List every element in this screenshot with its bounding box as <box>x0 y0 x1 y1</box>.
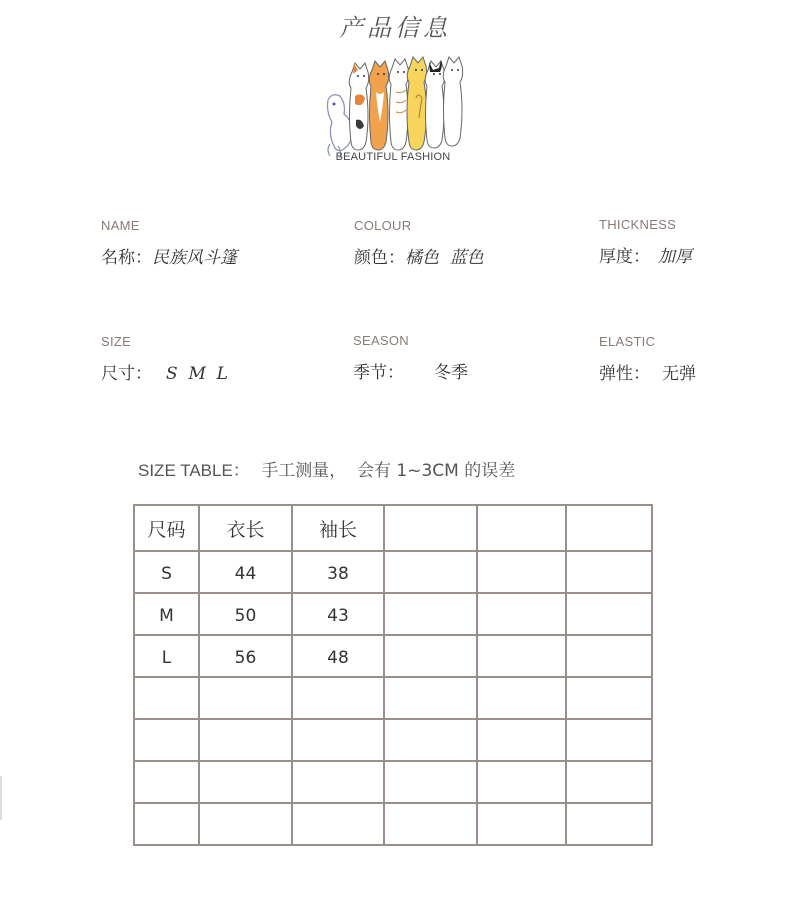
table-row <box>134 761 652 803</box>
table-cell: M <box>134 593 199 635</box>
table-row <box>134 677 652 719</box>
attr-colour-label: 颜色： <box>354 248 405 268</box>
table-cell: 袖长 <box>292 505 384 551</box>
attr-elastic-en: ELASTIC <box>599 334 656 349</box>
table-cell <box>199 677 292 719</box>
table-cell <box>292 719 384 761</box>
attr-size-label: 尺寸： <box>101 364 152 384</box>
attr-name-label: 名称： <box>101 248 152 268</box>
attr-size-en: SIZE <box>101 334 132 349</box>
table-cell <box>292 761 384 803</box>
attr-elastic <box>599 334 696 384</box>
table-cell <box>477 677 566 719</box>
table-cell <box>477 719 566 761</box>
table-row <box>134 719 652 761</box>
table-cell: 44 <box>199 551 292 593</box>
table-cell: 43 <box>292 593 384 635</box>
table-cell <box>477 593 566 635</box>
table-cell <box>566 551 652 593</box>
table-cell <box>566 719 652 761</box>
table-cell: 50 <box>199 593 292 635</box>
table-cell <box>477 803 566 845</box>
attr-thickness <box>599 217 692 267</box>
table-cell <box>199 719 292 761</box>
table-cell: 尺码 <box>134 505 199 551</box>
size-table-disclaimer: 手工测量， 会有 1~3CM 的误差 <box>261 461 516 481</box>
attr-colour <box>354 218 484 268</box>
attr-size <box>101 334 228 384</box>
table-cell <box>134 719 199 761</box>
size-table <box>133 504 653 846</box>
attr-name <box>101 218 237 268</box>
attr-elastic-label: 弹性： <box>599 364 650 384</box>
table-cell <box>384 677 477 719</box>
attr-thickness-label: 厚度： <box>599 247 650 267</box>
table-row <box>134 803 652 845</box>
attr-colour-value: 橘色 蓝色 <box>405 248 484 268</box>
table-cell: 56 <box>199 635 292 677</box>
table-cell <box>134 803 199 845</box>
table-row <box>134 551 652 593</box>
attr-name-en: NAME <box>101 218 140 233</box>
size-table-title: SIZE TABLE： <box>138 461 250 480</box>
page-title: 产品信息 <box>339 14 451 42</box>
table-cell <box>384 803 477 845</box>
table-cell <box>134 677 199 719</box>
table-cell <box>477 551 566 593</box>
table-cell <box>477 635 566 677</box>
table-cell <box>134 761 199 803</box>
table-cell: S <box>134 551 199 593</box>
table-cell <box>566 593 652 635</box>
attr-size-value: S M L <box>166 364 228 384</box>
attr-season <box>353 333 468 383</box>
table-row <box>134 593 652 635</box>
attr-thickness-en: THICKNESS <box>599 217 677 232</box>
attr-elastic-value: 无弹 <box>662 364 696 384</box>
table-cell <box>199 761 292 803</box>
attr-season-label: 季节： <box>353 363 404 383</box>
attr-name-value: 民族风斗篷 <box>152 248 237 268</box>
table-cell <box>477 505 566 551</box>
table-cell <box>566 761 652 803</box>
table-cell <box>384 505 477 551</box>
table-cell <box>292 803 384 845</box>
table-cell <box>384 761 477 803</box>
size-table-note <box>138 456 515 481</box>
table-cell <box>292 677 384 719</box>
table-cell <box>384 551 477 593</box>
table-cell: L <box>134 635 199 677</box>
table-cell <box>566 803 652 845</box>
table-cell <box>566 677 652 719</box>
table-cell <box>384 635 477 677</box>
attr-colour-en: COLOUR <box>354 218 412 233</box>
table-cell: 38 <box>292 551 384 593</box>
table-header-row <box>134 505 652 551</box>
attr-season-value: 冬季 <box>434 363 468 383</box>
logo-text: BEAUTIFUL FASHION <box>335 151 451 163</box>
table-cell: 衣长 <box>199 505 292 551</box>
table-row <box>134 635 652 677</box>
table-cell <box>384 593 477 635</box>
table-cell: 48 <box>292 635 384 677</box>
table-cell <box>566 505 652 551</box>
table-cell <box>199 803 292 845</box>
attr-season-en: SEASON <box>353 333 409 348</box>
table-cell <box>384 719 477 761</box>
table-cell <box>566 635 652 677</box>
attr-thickness-value: 加厚 <box>658 247 692 267</box>
edge-mark <box>0 776 2 820</box>
table-cell <box>477 761 566 803</box>
